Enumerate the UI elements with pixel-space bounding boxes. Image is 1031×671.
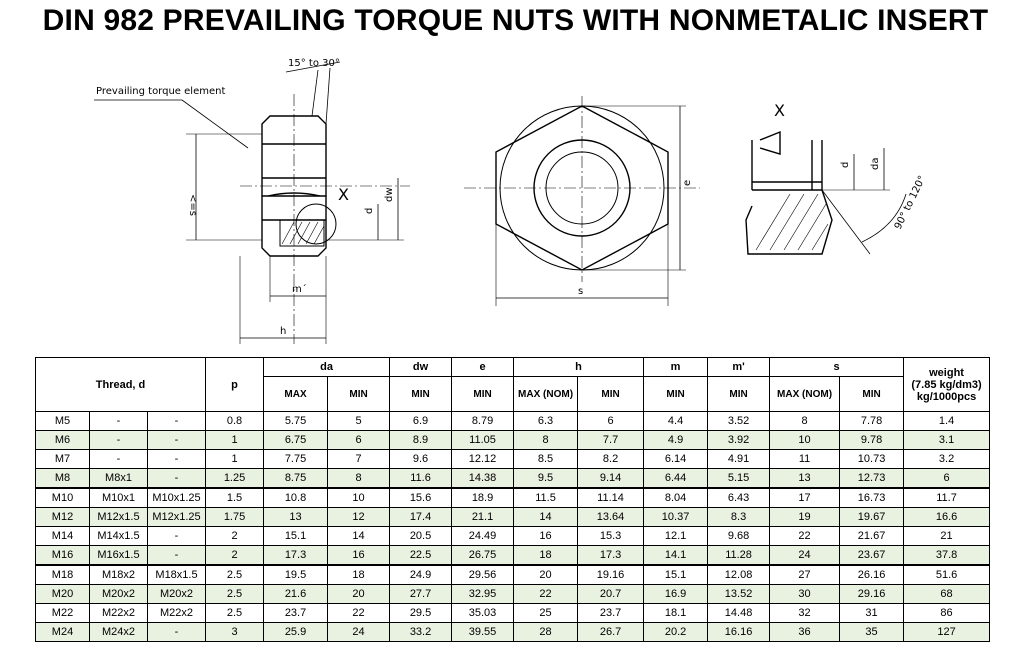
cell-fine1: M18x2: [90, 565, 148, 585]
cell-weight: 16.6: [904, 508, 990, 527]
cell-da-max: 19.5: [264, 565, 328, 585]
cell-e-min: 14.38: [452, 469, 514, 489]
m-prime-label: m´: [292, 284, 307, 295]
cell-h-min: 17.3: [578, 546, 644, 566]
cell-s-min: 16.73: [840, 488, 904, 508]
cell-s-max: 13: [770, 469, 840, 489]
cell-m-min: 6.44: [644, 469, 708, 489]
prevailing-element-label: Prevailing torque element: [96, 86, 226, 97]
cell-thread: M14: [36, 527, 90, 546]
x-detail-label: X: [774, 101, 785, 120]
cell-h-max: 28: [514, 623, 578, 642]
table-body: [36, 412, 990, 642]
da-min-header: MIN: [328, 377, 390, 412]
cell-da-max: 21.6: [264, 585, 328, 604]
cell-fine2: -: [148, 412, 206, 431]
cell-p: 2.5: [206, 585, 264, 604]
cell-m-min: 10.37: [644, 508, 708, 527]
cell-fine2: -: [148, 450, 206, 469]
m-min-header: MIN: [644, 377, 708, 412]
cell-h-max: 18: [514, 546, 578, 566]
cell-s-min: 9.78: [840, 431, 904, 450]
cell-fine1: M20x2: [90, 585, 148, 604]
cell-p: 2: [206, 527, 264, 546]
cell-p: 0.8: [206, 412, 264, 431]
s-side-label: <=s: [187, 194, 198, 216]
cell-e-min: 35.03: [452, 604, 514, 623]
cell-s-min: 12.73: [840, 469, 904, 489]
cell-dw-min: 29.5: [390, 604, 452, 623]
cell-m-min: 4.9: [644, 431, 708, 450]
cell-da-max: 17.3: [264, 546, 328, 566]
cell-dw-min: 15.6: [390, 488, 452, 508]
cell-fine2: M20x2: [148, 585, 206, 604]
cell-s-min: 19.67: [840, 508, 904, 527]
cell-h-max: 25: [514, 604, 578, 623]
specification-table: [35, 357, 990, 642]
cell-m-prime-min: 11.28: [708, 546, 770, 566]
page-title: DIN 982 PREVAILING TORQUE NUTS WITH NONMETALIC INSERT: [42, 4, 989, 37]
cell-p: 2.5: [206, 565, 264, 585]
cell-dw-min: 20.5: [390, 527, 452, 546]
cell-da-max: 5.75: [264, 412, 328, 431]
cell-s-max: 8: [770, 412, 840, 431]
table-row: [36, 623, 990, 642]
table-row: [36, 565, 990, 585]
cell-fine2: -: [148, 469, 206, 489]
cell-h-max: 22: [514, 585, 578, 604]
cell-da-min: 10: [328, 488, 390, 508]
technical-drawing: [0, 44, 1031, 356]
cell-m-prime-min: 6.43: [708, 488, 770, 508]
cell-h-max: 6.3: [514, 412, 578, 431]
cell-s-max: 27: [770, 565, 840, 585]
cell-m-prime-min: 8.3: [708, 508, 770, 527]
cell-dw-min: 8.9: [390, 431, 452, 450]
cell-h-max: 14: [514, 508, 578, 527]
cell-dw-min: 11.6: [390, 469, 452, 489]
cell-m-prime-min: 5.15: [708, 469, 770, 489]
cell-p: 1: [206, 450, 264, 469]
cell-h-min: 7.7: [578, 431, 644, 450]
cell-p: 3: [206, 623, 264, 642]
cell-s-max: 11: [770, 450, 840, 469]
cell-e-min: 32.95: [452, 585, 514, 604]
cell-s-max: 36: [770, 623, 840, 642]
table-row: [36, 469, 990, 489]
cell-h-max: 20: [514, 565, 578, 585]
table-row: [36, 508, 990, 527]
cell-e-min: 18.9: [452, 488, 514, 508]
cell-fine2: M22x2: [148, 604, 206, 623]
cell-da-min: 14: [328, 527, 390, 546]
cell-m-min: 15.1: [644, 565, 708, 585]
cell-fine1: M10x1: [90, 488, 148, 508]
cell-fine2: -: [148, 527, 206, 546]
cell-m-min: 6.14: [644, 450, 708, 469]
h-min-header: MIN: [578, 377, 644, 412]
s-max-header: MAX (NOM): [770, 377, 840, 412]
e-header: e: [452, 358, 514, 377]
cell-da-min: 5: [328, 412, 390, 431]
cell-m-prime-min: 14.48: [708, 604, 770, 623]
cell-da-min: 16: [328, 546, 390, 566]
cell-s-min: 7.78: [840, 412, 904, 431]
cell-m-min: 4.4: [644, 412, 708, 431]
cell-da-max: 6.75: [264, 431, 328, 450]
cell-thread: M22: [36, 604, 90, 623]
cell-da-min: 24: [328, 623, 390, 642]
thread-header: Thread, d: [36, 358, 206, 412]
cell-h-min: 23.7: [578, 604, 644, 623]
cell-h-max: 8: [514, 431, 578, 450]
cell-s-min: 23.67: [840, 546, 904, 566]
cell-dw-min: 27.7: [390, 585, 452, 604]
dw-min-header: MIN: [390, 377, 452, 412]
cell-dw-min: 33.2: [390, 623, 452, 642]
table-row: [36, 450, 990, 469]
cell-h-max: 16: [514, 527, 578, 546]
cell-s-min: 21.67: [840, 527, 904, 546]
cell-da-max: 25.9: [264, 623, 328, 642]
cell-thread: M16: [36, 546, 90, 566]
cell-fine2: M12x1.25: [148, 508, 206, 527]
cell-dw-min: 17.4: [390, 508, 452, 527]
cell-da-min: 7: [328, 450, 390, 469]
cell-da-min: 22: [328, 604, 390, 623]
cell-da-max: 23.7: [264, 604, 328, 623]
cell-thread: M12: [36, 508, 90, 527]
cell-thread: M8: [36, 469, 90, 489]
cell-weight: 1.4: [904, 412, 990, 431]
cell-da-min: 12: [328, 508, 390, 527]
s-label: s: [578, 286, 584, 297]
weight-header-line2: (7.85 kg/dm3): [911, 378, 982, 391]
cell-thread: M10: [36, 488, 90, 508]
h-max-header: MAX (NOM): [514, 377, 578, 412]
nut-side-view: [94, 62, 410, 344]
cell-h-max: 11.5: [514, 488, 578, 508]
cell-s-max: 24: [770, 546, 840, 566]
cell-fine1: M22x2: [90, 604, 148, 623]
cell-h-min: 19.16: [578, 565, 644, 585]
cell-weight: 68: [904, 585, 990, 604]
cell-da-max: 13: [264, 508, 328, 527]
cell-weight: 21: [904, 527, 990, 546]
cell-h-min: 6: [578, 412, 644, 431]
cell-e-min: 12.12: [452, 450, 514, 469]
cell-s-min: 26.16: [840, 565, 904, 585]
cell-h-max: 8.5: [514, 450, 578, 469]
cell-fine1: -: [90, 450, 148, 469]
cell-e-min: 29.56: [452, 565, 514, 585]
cell-m-prime-min: 16.16: [708, 623, 770, 642]
angle-right-label: 90° to 120°: [892, 174, 929, 232]
cell-weight: 6: [904, 469, 990, 489]
cell-fine2: M10x1.25: [148, 488, 206, 508]
da-header: da: [264, 358, 390, 377]
table-row: [36, 546, 990, 566]
cell-fine2: -: [148, 546, 206, 566]
cell-da-min: 6: [328, 431, 390, 450]
cell-m-min: 12.1: [644, 527, 708, 546]
p-header: p: [206, 358, 264, 412]
weight-header-line3: kg/1000pcs: [916, 390, 977, 403]
cell-s-max: 10: [770, 431, 840, 450]
m-prime-min-header: MIN: [708, 377, 770, 412]
cell-fine1: -: [90, 431, 148, 450]
detail-x-view: [746, 132, 906, 254]
cell-da-min: 18: [328, 565, 390, 585]
cell-h-min: 13.64: [578, 508, 644, 527]
cell-dw-min: 22.5: [390, 546, 452, 566]
cell-m-min: 8.04: [644, 488, 708, 508]
cell-fine1: M16x1.5: [90, 546, 148, 566]
cell-da-min: 20: [328, 585, 390, 604]
table-row: [36, 527, 990, 546]
cell-fine1: M24x2: [90, 623, 148, 642]
dw-header: dw: [390, 358, 452, 377]
dw-label: dw: [384, 187, 395, 202]
da-max-header: MAX: [264, 377, 328, 412]
da-label: da: [870, 157, 881, 170]
cell-p: 1.25: [206, 469, 264, 489]
d2-label: d: [840, 161, 851, 168]
cell-m-prime-min: 9.68: [708, 527, 770, 546]
cell-m-min: 18.1: [644, 604, 708, 623]
table-row: [36, 604, 990, 623]
cell-s-min: 35: [840, 623, 904, 642]
e-label: e: [682, 179, 693, 186]
cell-da-max: 10.8: [264, 488, 328, 508]
cell-s-min: 29.16: [840, 585, 904, 604]
cell-m-prime-min: 13.52: [708, 585, 770, 604]
e-min-header: MIN: [452, 377, 514, 412]
cell-e-min: 39.55: [452, 623, 514, 642]
cell-p: 2.5: [206, 604, 264, 623]
cell-p: 1.75: [206, 508, 264, 527]
cell-p: 1.5: [206, 488, 264, 508]
cell-fine2: -: [148, 623, 206, 642]
cell-weight: 127: [904, 623, 990, 642]
s-header: s: [770, 358, 904, 377]
cell-s-max: 19: [770, 508, 840, 527]
cell-e-min: 24.49: [452, 527, 514, 546]
cell-e-min: 8.79: [452, 412, 514, 431]
cell-thread: M7: [36, 450, 90, 469]
angle-top-label: 15° to 30°: [288, 58, 340, 69]
cell-da-max: 15.1: [264, 527, 328, 546]
cell-m-prime-min: 3.92: [708, 431, 770, 450]
cell-h-min: 15.3: [578, 527, 644, 546]
cell-dw-min: 6.9: [390, 412, 452, 431]
cell-weight: 3.1: [904, 431, 990, 450]
cell-fine1: M8x1: [90, 469, 148, 489]
h-header: h: [514, 358, 644, 377]
cell-s-max: 30: [770, 585, 840, 604]
cell-h-min: 20.7: [578, 585, 644, 604]
cell-fine1: M14x1.5: [90, 527, 148, 546]
cell-p: 1: [206, 431, 264, 450]
cell-p: 2: [206, 546, 264, 566]
cell-thread: M18: [36, 565, 90, 585]
cell-m-min: 14.1: [644, 546, 708, 566]
table-row: [36, 412, 990, 431]
cell-fine2: -: [148, 431, 206, 450]
cell-weight: 51.6: [904, 565, 990, 585]
cell-fine1: -: [90, 412, 148, 431]
cell-fine1: M12x1.5: [90, 508, 148, 527]
cell-h-min: 9.14: [578, 469, 644, 489]
cell-da-max: 7.75: [264, 450, 328, 469]
cell-m-prime-min: 3.52: [708, 412, 770, 431]
cell-dw-min: 24.9: [390, 565, 452, 585]
m-prime-header: m': [708, 358, 770, 377]
weight-header-line1: weight: [929, 366, 964, 379]
cell-thread: M5: [36, 412, 90, 431]
d-label: d: [364, 207, 375, 214]
cell-m-prime-min: 12.08: [708, 565, 770, 585]
cell-weight: 11.7: [904, 488, 990, 508]
cell-weight: 37.8: [904, 546, 990, 566]
cell-h-min: 11.14: [578, 488, 644, 508]
x-mark-label: X: [338, 185, 349, 204]
m-header: m: [644, 358, 708, 377]
cell-dw-min: 9.6: [390, 450, 452, 469]
table-row: [36, 488, 990, 508]
table-header: [36, 358, 990, 412]
cell-e-min: 21.1: [452, 508, 514, 527]
table-row: [36, 585, 990, 604]
cell-thread: M6: [36, 431, 90, 450]
table-row: [36, 431, 990, 450]
nut-top-view: [464, 96, 700, 306]
cell-thread: M20: [36, 585, 90, 604]
s-min-header: MIN: [840, 377, 904, 412]
cell-h-min: 8.2: [578, 450, 644, 469]
cell-thread: M24: [36, 623, 90, 642]
cell-m-prime-min: 4.91: [708, 450, 770, 469]
cell-e-min: 26.75: [452, 546, 514, 566]
cell-s-min: 31: [840, 604, 904, 623]
cell-m-min: 16.9: [644, 585, 708, 604]
cell-fine2: M18x1.5: [148, 565, 206, 585]
cell-da-min: 8: [328, 469, 390, 489]
cell-s-max: 32: [770, 604, 840, 623]
h-label: h: [280, 326, 287, 337]
cell-e-min: 11.05: [452, 431, 514, 450]
cell-s-max: 17: [770, 488, 840, 508]
weight-header: [904, 358, 990, 412]
cell-da-max: 8.75: [264, 469, 328, 489]
cell-h-min: 26.7: [578, 623, 644, 642]
cell-weight: 3.2: [904, 450, 990, 469]
cell-h-max: 9.5: [514, 469, 578, 489]
cell-m-min: 20.2: [644, 623, 708, 642]
cell-s-min: 10.73: [840, 450, 904, 469]
cell-s-max: 22: [770, 527, 840, 546]
cell-weight: 86: [904, 604, 990, 623]
